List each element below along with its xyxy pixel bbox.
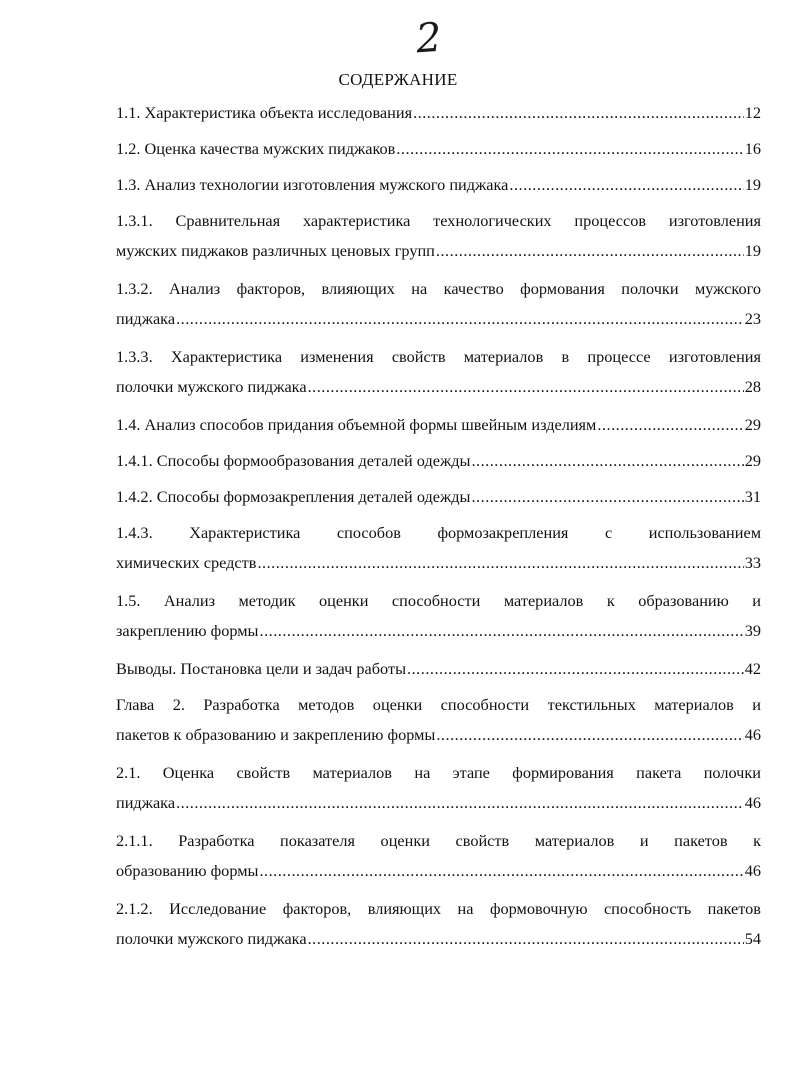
toc-entry-line: [116, 446, 761, 476]
toc-entry: [116, 894, 761, 954]
toc-entry: [116, 518, 761, 578]
dot-leader: [436, 236, 744, 266]
toc-page-number: 31: [744, 487, 761, 506]
toc-page-number: 39: [744, 621, 761, 640]
toc-page-number: 29: [744, 451, 761, 470]
toc-entry-text: пиджака: [116, 309, 176, 328]
toc-page-number: 12: [744, 103, 761, 122]
toc-entry-line: [116, 548, 761, 578]
dot-leader: [308, 924, 744, 954]
toc-entry: [116, 134, 761, 164]
toc-page-number: 46: [744, 725, 761, 744]
toc-entry-text: 1.4.2. Способы формозакрепления деталей одежды: [116, 487, 471, 506]
toc-entry: [116, 690, 761, 750]
toc-page-number: 28: [744, 377, 761, 396]
dot-leader: [471, 482, 743, 512]
toc-entry-line: [116, 482, 761, 512]
toc-entry-text: мужских пиджаков различных ценовых групп: [116, 241, 435, 260]
toc-entry: [116, 826, 761, 886]
toc-entry-line: [116, 304, 761, 334]
toc-entry: [116, 98, 761, 128]
dot-leader: [471, 446, 743, 476]
toc-entry-text: пакетов к образованию и закреплению формы: [116, 725, 436, 744]
dot-leader: [413, 98, 744, 128]
toc-entry-text: 2.1. Оценка свойств материалов на этапе формирования пакета полочки: [116, 763, 761, 782]
toc-entry-line: [116, 170, 761, 200]
dot-leader: [257, 548, 743, 578]
toc-entry-text: 1.2. Оценка качества мужских пиджаков: [116, 139, 396, 158]
toc-page-number: 23: [744, 309, 761, 328]
toc-entry-line: [116, 720, 761, 750]
toc-entry: [116, 206, 761, 266]
dot-leader: [396, 134, 743, 164]
toc-page-number: 33: [744, 553, 761, 572]
toc-entry: [116, 654, 761, 684]
table-of-contents: [116, 98, 761, 962]
toc-entry-line: [116, 372, 761, 402]
toc-page-number: 16: [744, 139, 761, 158]
dot-leader: [407, 654, 744, 684]
toc-page-number: 46: [744, 861, 761, 880]
dot-leader: [176, 788, 744, 818]
toc-entry: [116, 342, 761, 402]
toc-entry-line: [116, 616, 761, 646]
toc-page-number: 46: [744, 793, 761, 812]
toc-entry: [116, 758, 761, 818]
page-title: СОДЕРЖАНИЕ: [338, 70, 458, 89]
toc-entry-text: Выводы. Постановка цели и задач работы: [116, 659, 407, 678]
toc-entry-line: [116, 98, 761, 128]
dot-leader: [176, 304, 744, 334]
toc-entry-line: [116, 788, 761, 818]
toc-entry: [116, 446, 761, 476]
toc-entry-text: химических средств: [116, 553, 257, 572]
toc-entry-line: [116, 856, 761, 886]
toc-entry: [116, 274, 761, 334]
toc-entry-text: 1.3. Анализ технологии изготовления мужского пиджака: [116, 175, 509, 194]
toc-entry-text: полочки мужского пиджака: [116, 377, 307, 396]
toc-entry-line: [116, 410, 761, 440]
toc-entry-line: [116, 654, 761, 684]
toc-entry-line: [116, 924, 761, 954]
toc-entry: [116, 170, 761, 200]
toc-entry-line: [116, 134, 761, 164]
toc-page-number: 54: [744, 929, 761, 948]
dot-leader: [259, 856, 743, 886]
toc-entry-text: пиджака: [116, 793, 176, 812]
toc-entry-text: закреплению формы: [116, 621, 259, 640]
toc-entry-line: [116, 236, 761, 266]
toc-entry: [116, 586, 761, 646]
toc-entry: [116, 410, 761, 440]
toc-page-number: 42: [744, 659, 761, 678]
toc-entry-text: 1.3.2. Анализ факторов, влияющих на качество формования полочки мужского: [116, 279, 761, 298]
dot-leader: [308, 372, 744, 402]
toc-entry-text: полочки мужского пиджака: [116, 929, 307, 948]
dot-leader: [597, 410, 743, 440]
toc-entry-text: 1.3.1. Сравнительная характеристика технологических процессов изготовления: [116, 211, 761, 230]
toc-page-number: 19: [744, 175, 761, 194]
toc-entry-text: образованию формы: [116, 861, 259, 880]
toc-entry-text: 1.4.3. Характеристика способов формозакрепления с использованием: [116, 523, 761, 542]
toc-entry-text: 1.4. Анализ способов придания объемной формы швейным изделиям: [116, 415, 597, 434]
dot-leader: [509, 170, 743, 200]
toc-entry-text: 1.5. Анализ методик оценки способности материалов к образованию и: [116, 591, 761, 610]
toc-entry-text: 1.1. Характеристика объекта исследования: [116, 103, 413, 122]
toc-entry-text: 1.4.1. Способы формообразования деталей одежды: [116, 451, 471, 470]
toc-entry-text: 2.1.2. Исследование факторов, влияющих на формовочную способность пакетов: [116, 899, 761, 918]
toc-page-number: 19: [744, 241, 761, 260]
dot-leader: [260, 616, 744, 646]
toc-entry: [116, 482, 761, 512]
page-number: 2: [414, 14, 444, 63]
toc-entry-text: 1.3.3. Характеристика изменения свойств материалов в процессе изготовления: [116, 347, 761, 366]
toc-page-number: 29: [744, 415, 761, 434]
toc-entry-text: Глава 2. Разработка методов оценки способности текстильных материалов и: [116, 695, 761, 714]
toc-entry-text: 2.1.1. Разработка показателя оценки свойств материалов и пакетов к: [116, 831, 761, 850]
dot-leader: [436, 720, 743, 750]
